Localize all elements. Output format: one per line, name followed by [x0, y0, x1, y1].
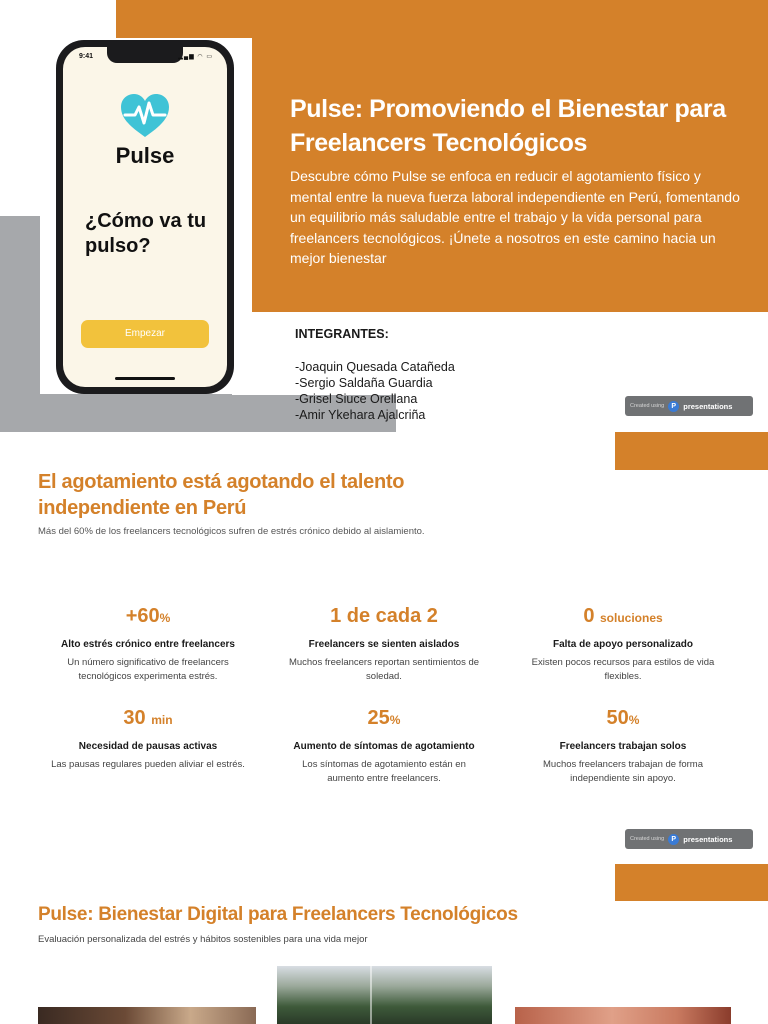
start-button[interactable]: Empezar [81, 320, 209, 348]
heart-pulse-icon [119, 93, 171, 139]
stat-value: 25% [367, 707, 401, 729]
stat-value: 0 soluciones [583, 605, 663, 627]
badge-product-name: presentations [683, 834, 733, 844]
presentations-logo-icon: P [668, 834, 679, 845]
app-name: Pulse [115, 143, 175, 168]
member-item: -Amir Ykehara Ajalcriña [295, 408, 426, 422]
stat-label: Falta de apoyo personalizado [552, 639, 694, 650]
member-item: -Grisel Siuce Orellana [295, 392, 418, 406]
stat-unit: % [628, 713, 640, 727]
stat-label: Freelancers trabajan solos [559, 741, 687, 752]
wellbeing-subtitle: Evaluación personalizada del estrés y hábitos sostenibles para una vida mejor [38, 934, 368, 945]
hands-photo [515, 1007, 731, 1024]
stat-card [269, 706, 499, 785]
stat-label: Freelancers se sienten aislados [308, 639, 460, 650]
phone-mockup [56, 40, 234, 394]
nature-photo [277, 966, 492, 1024]
person-photo [38, 1007, 256, 1024]
orange-corner-block [615, 432, 768, 470]
stat-description: Muchos freelancers reportan sentimientos de soledad. [288, 657, 480, 682]
stat-unit: % [159, 611, 171, 625]
stat-unit: % [389, 713, 401, 727]
status-icons: ▂▄▆ ◠ ▭ [178, 54, 213, 60]
stat-card [508, 706, 738, 785]
orange-corner-block [615, 864, 768, 901]
stat-card [269, 604, 499, 683]
presentations-badge[interactable] [625, 396, 753, 416]
phone-screen [63, 47, 227, 387]
intro-title: Pulse: Promoviendo el Bienestar para Freelancers Tecnológicos [290, 95, 726, 157]
presentations-logo-icon: P [668, 401, 679, 412]
wellbeing-title: Pulse: Bienestar Digital para Freelancers Tecnológicos [38, 904, 518, 925]
stat-value: 1 de cada 2 [330, 605, 438, 627]
stat-unit: min [151, 713, 173, 727]
stat-card [33, 604, 263, 683]
stat-label: Aumento de síntomas de agotamiento [293, 741, 475, 752]
presentations-badge[interactable] [625, 829, 753, 849]
slide-intro [0, 0, 768, 432]
home-indicator [115, 377, 175, 380]
stat-card [508, 604, 738, 683]
members-list [295, 359, 455, 423]
badge-created-label: Created using [630, 836, 665, 842]
stat-value: 50% [606, 707, 640, 729]
pulse-question: ¿Cómo va tu pulso? [85, 210, 207, 257]
badge-product-name: presentations [683, 401, 733, 411]
stat-unit: soluciones [600, 611, 663, 625]
photo-divider [370, 966, 372, 1024]
stat-description: Un número significativo de freelancers tecnológicos experimenta estrés. [67, 657, 229, 682]
stat-description: Los síntomas de agotamiento están en aumento entre freelancers. [302, 759, 466, 784]
members-heading: INTEGRANTES: [295, 327, 389, 341]
intro-description: Descubre cómo Pulse se enfoca en reducir el agotamiento físico y mental entre la nueva fuerza laboral independiente en Perú, fomentando un equilibrio más saludable entre el trabajo y la vida personal para freelancers tecnológicos. ¡Únete a nosotros en este camino hacia un mejor bienestar [290, 168, 740, 266]
stat-label: Alto estrés crónico entre freelancers [61, 639, 235, 650]
stat-value: 30 min [123, 707, 173, 729]
member-item: -Sergio Saldaña Guardia [295, 376, 433, 390]
slide-burnout-stats [0, 432, 768, 864]
slide-digital-wellbeing [0, 864, 768, 1024]
burnout-title: El agotamiento está agotando el talento independiente en Perú [38, 471, 405, 519]
stat-label: Necesidad de pausas activas [78, 741, 218, 752]
burnout-subtitle: Más del 60% de los freelancers tecnológicos sufren de estrés crónico debido al aislamiento. [38, 526, 425, 537]
stat-description: Muchos freelancers trabajan de forma independiente sin apoyo. [543, 759, 703, 784]
stat-card [33, 706, 263, 772]
stat-description: Las pausas regulares pueden aliviar el estrés. [51, 759, 245, 770]
member-item: -Joaquin Quesada Catañeda [295, 360, 455, 374]
stat-description: Existen pocos recursos para estilos de vida flexibles. [531, 657, 715, 682]
stat-value: +60% [125, 605, 171, 627]
status-time: 9:41 [79, 53, 94, 60]
phone-notch [107, 47, 183, 63]
badge-created-label: Created using [630, 403, 665, 409]
